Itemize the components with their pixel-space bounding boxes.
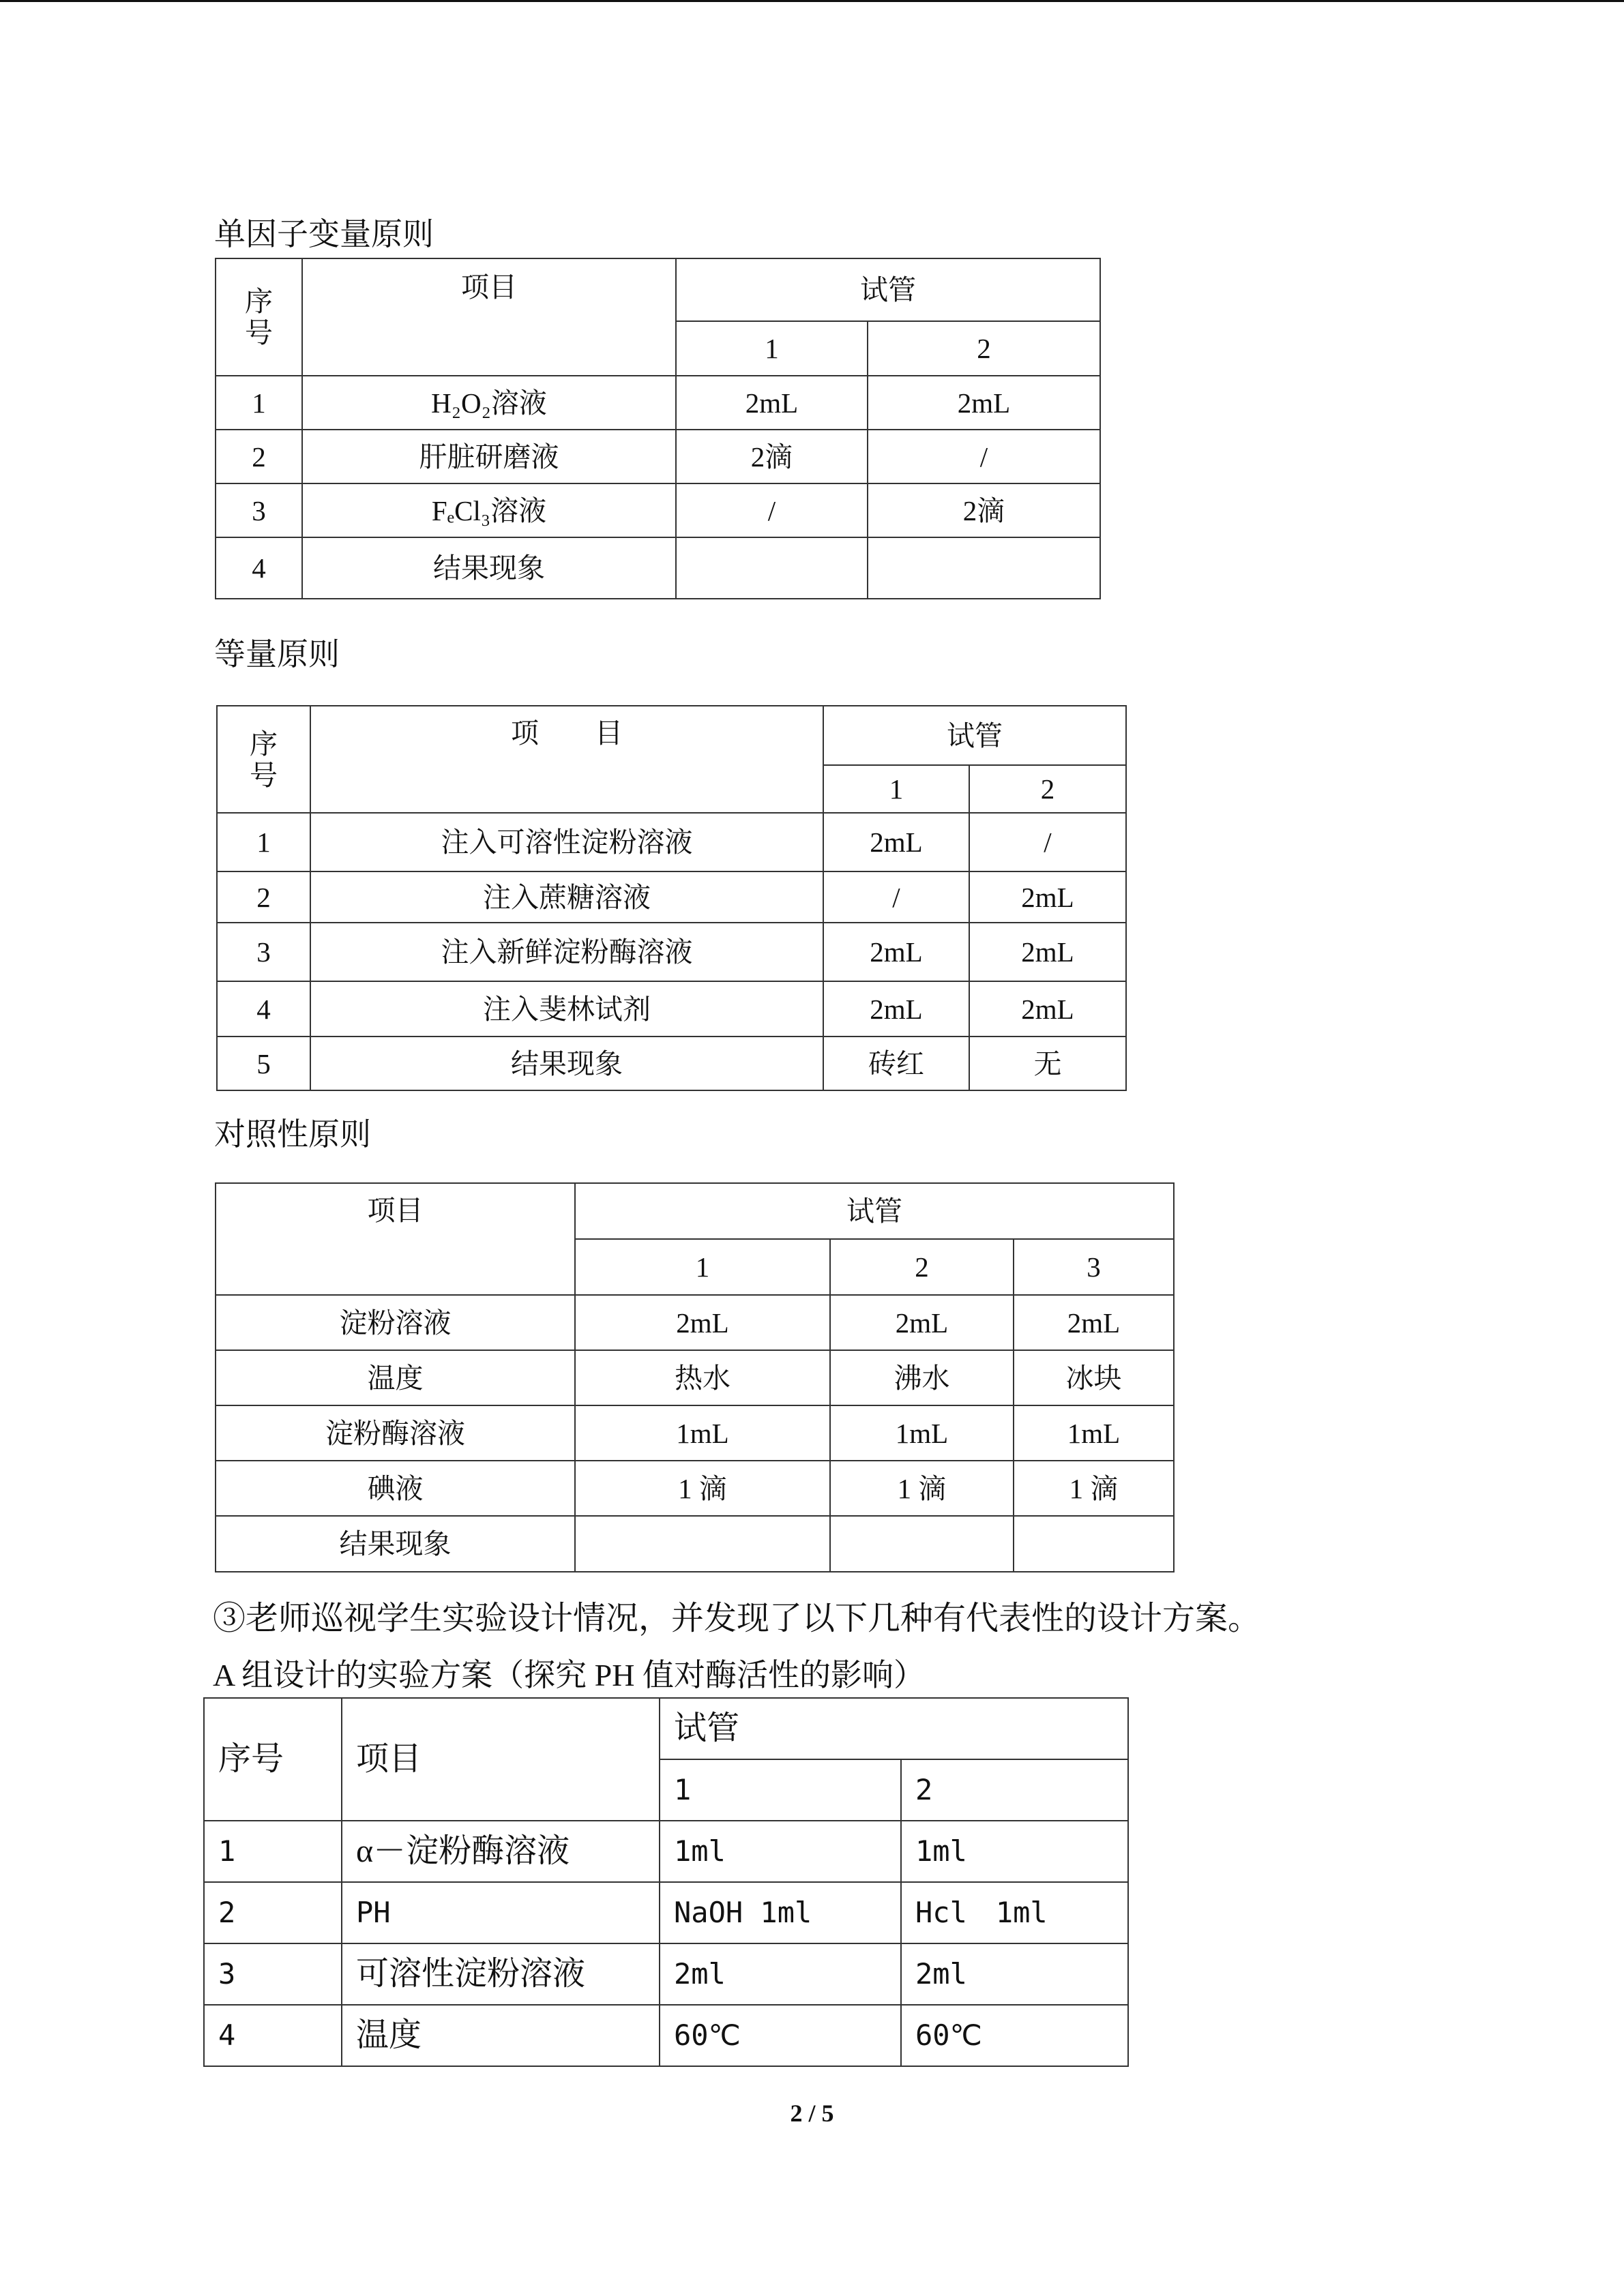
header-item: 项目 bbox=[342, 1698, 660, 1821]
paragraph-observation: ③老师巡视学生实验设计情况，并发现了以下几种有代表性的设计方案。 bbox=[213, 1600, 1261, 1637]
table-control bbox=[215, 1182, 1175, 1572]
page-number: 2 / 5 bbox=[790, 2100, 834, 2127]
table-row: 1 注入可溶性淀粉溶液 2mL / bbox=[217, 813, 1126, 871]
header-item: 项 目 bbox=[310, 706, 823, 813]
table-row: 3 FₑCl₃溶液 / 2滴 bbox=[216, 483, 1100, 537]
section4-title: A 组设计的实验方案（探究 PH 值对酶活性的影响） bbox=[213, 1658, 925, 1693]
header-tube: 试管 bbox=[676, 258, 1100, 321]
section2-title: 等量原则 bbox=[214, 637, 340, 672]
header-tube: 试管 bbox=[823, 706, 1126, 765]
table-row: 3 可溶性淀粉溶液 2ml 2ml bbox=[204, 1943, 1128, 2005]
header-tube-2: 2 bbox=[969, 765, 1126, 813]
table-row: 4 注入斐林试剂 2mL 2mL bbox=[217, 981, 1126, 1037]
table-row: 3 注入新鲜淀粉酶溶液 2mL 2mL bbox=[217, 923, 1126, 981]
table-row: 4 结果现象 bbox=[216, 537, 1100, 599]
header-seq: 序号 bbox=[204, 1698, 342, 1821]
table-row: 淀粉酶溶液 1mL 1mL 1mL bbox=[216, 1405, 1174, 1461]
header-tube-1: 1 bbox=[575, 1239, 830, 1295]
table-row: 1 H₂O₂溶液 2mL 2mL bbox=[216, 376, 1100, 430]
table-row: 淀粉溶液 2mL 2mL 2mL bbox=[216, 1295, 1174, 1350]
header-tube-2: 2 bbox=[901, 1759, 1128, 1821]
header-seq: 序 号 bbox=[217, 706, 310, 813]
table-row: 2 肝脏研磨液 2滴 / bbox=[216, 430, 1100, 483]
section3-title: 对照性原则 bbox=[214, 1117, 371, 1152]
table-row: 碘液 1 滴 1 滴 1 滴 bbox=[216, 1461, 1174, 1516]
header-tube-2: 2 bbox=[868, 321, 1100, 376]
header-tube: 试管 bbox=[575, 1183, 1174, 1239]
table-row: 1 α－淀粉酶溶液 1ml 1ml bbox=[204, 1821, 1128, 1882]
header-tube-1: 1 bbox=[823, 765, 969, 813]
header-tube-1: 1 bbox=[676, 321, 868, 376]
header-seq: 序 号 bbox=[216, 258, 302, 376]
header-item: 项目 bbox=[302, 258, 676, 376]
header-tube-1: 1 bbox=[660, 1759, 901, 1821]
table-row: 4 温度 60℃ 60℃ bbox=[204, 2005, 1128, 2066]
header-tube-3: 3 bbox=[1014, 1239, 1174, 1295]
header-item: 项目 bbox=[216, 1183, 575, 1295]
table-equal-amount bbox=[216, 705, 1127, 1091]
page-top-border bbox=[0, 0, 1624, 2]
table-group-a bbox=[203, 1697, 1129, 2067]
table-single-factor bbox=[215, 258, 1101, 599]
table-row: 2 注入蔗糖溶液 / 2mL bbox=[217, 871, 1126, 923]
header-tube-2: 2 bbox=[830, 1239, 1014, 1295]
section1-title: 单因子变量原则 bbox=[214, 217, 434, 252]
table-row: 5 结果现象 砖红 无 bbox=[217, 1037, 1126, 1090]
table-row: 结果现象 bbox=[216, 1516, 1174, 1572]
table-row: 2 PH NaOH 1ml Hcl 1ml bbox=[204, 1882, 1128, 1943]
header-tube: 试管 bbox=[660, 1698, 1128, 1759]
table-row: 温度 热水 沸水 冰块 bbox=[216, 1350, 1174, 1405]
